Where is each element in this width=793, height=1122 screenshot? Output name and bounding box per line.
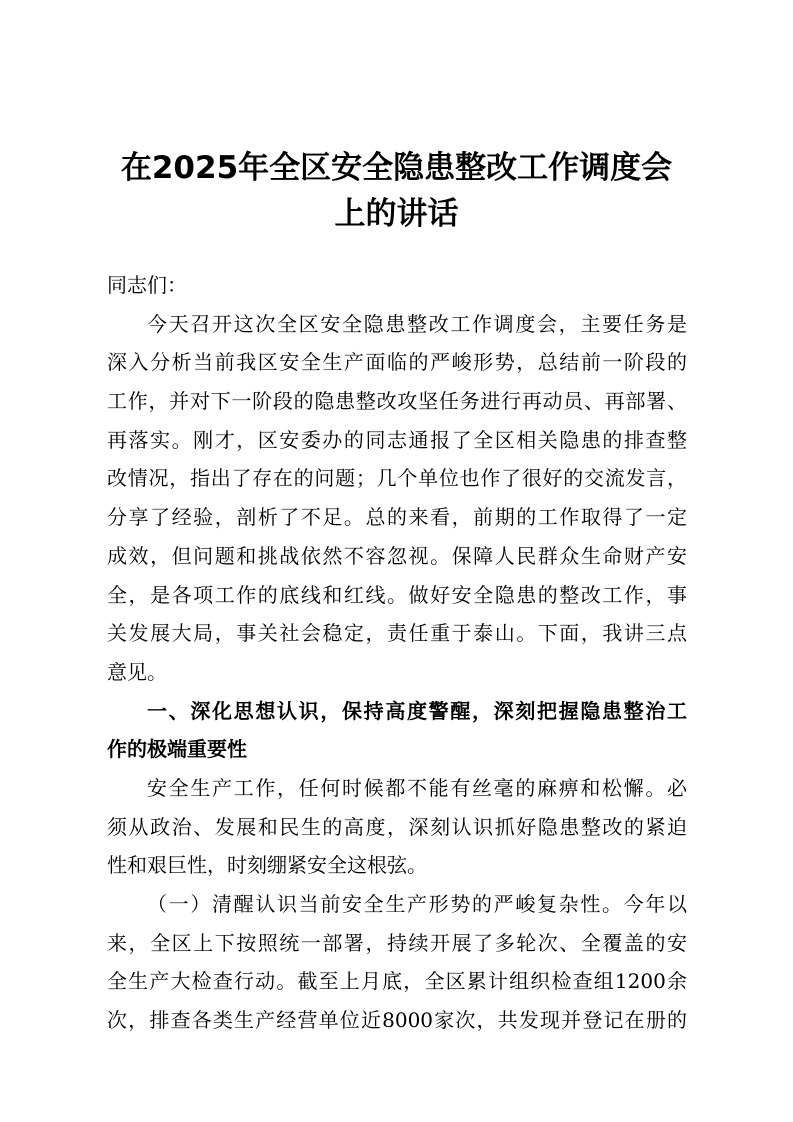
paragraph-2-line: 性和艰巨性，时刻绷紧安全这根弦。 [107, 853, 427, 878]
paragraph-1-line: 工作，并对下一阶段的隐患整改攻坚任务进行再动员、再部署、 [107, 389, 687, 414]
paragraph-2-line: 安全生产工作，任何时候都不能有丝毫的麻痹和松懈。必 [147, 775, 687, 800]
paragraph-1-line: 全，是各项工作的底线和红线。做好安全隐患的整改工作，事 [107, 582, 687, 607]
section-heading-line: 一、深化思想认识，保持高度警醒，深刻把握隐患整治工 [147, 698, 687, 723]
document-body [107, 266, 687, 1040]
title-line-2: 上的讲话 [334, 196, 459, 232]
paragraph-1-line: 再落实。刚才，区安委办的同志通报了全区相关隐患的排查整 [107, 427, 687, 452]
paragraph-1-line: 改情况，指出了存在的问题；几个单位也作了很好的交流发言， [107, 466, 687, 491]
paragraph-1-line: 成效，但问题和挑战依然不容忽视。保障人民群众生命财产安 [107, 543, 687, 568]
paragraph-1-line: 今天召开这次全区安全隐患整改工作调度会，主要任务是 [147, 311, 687, 336]
section-heading-line: 作的极端重要性 [107, 737, 247, 762]
paragraph-3-line: 次，排查各类生产经营单位近8000家次，共发现并登记在册的 [107, 1008, 687, 1033]
paragraph-2-line: 须从政治、发展和民生的高度，深刻认识抓好隐患整改的紧迫 [107, 814, 687, 839]
paragraph-3-line: 全生产大检查行动。截至上月底，全区累计组织检查组1200余 [107, 969, 687, 994]
paragraph-3-line: （一）清醒认识当前安全生产形势的严峻复杂性。今年以 [147, 892, 687, 916]
salutation: 同志们： [107, 273, 187, 297]
paragraph-1-line: 分享了经验，剖析了不足。总的来看，前期的工作取得了一定 [107, 505, 687, 530]
paragraph-1-line: 深入分析当前我区安全生产面临的严峻形势，总结前一阶段的 [107, 350, 687, 375]
paragraph-1-line: 意见。 [107, 659, 167, 684]
title-line-1: 在2025年全区安全隐患整改工作调度会 [120, 150, 673, 186]
paragraph-1-line: 关发展大局，事关社会稳定，责任重于泰山。下面，我讲三点 [107, 621, 687, 646]
paragraph-3-line: 来，全区上下按照统一部署，持续开展了多轮次、全覆盖的安 [107, 930, 687, 955]
document-title [60, 145, 733, 237]
